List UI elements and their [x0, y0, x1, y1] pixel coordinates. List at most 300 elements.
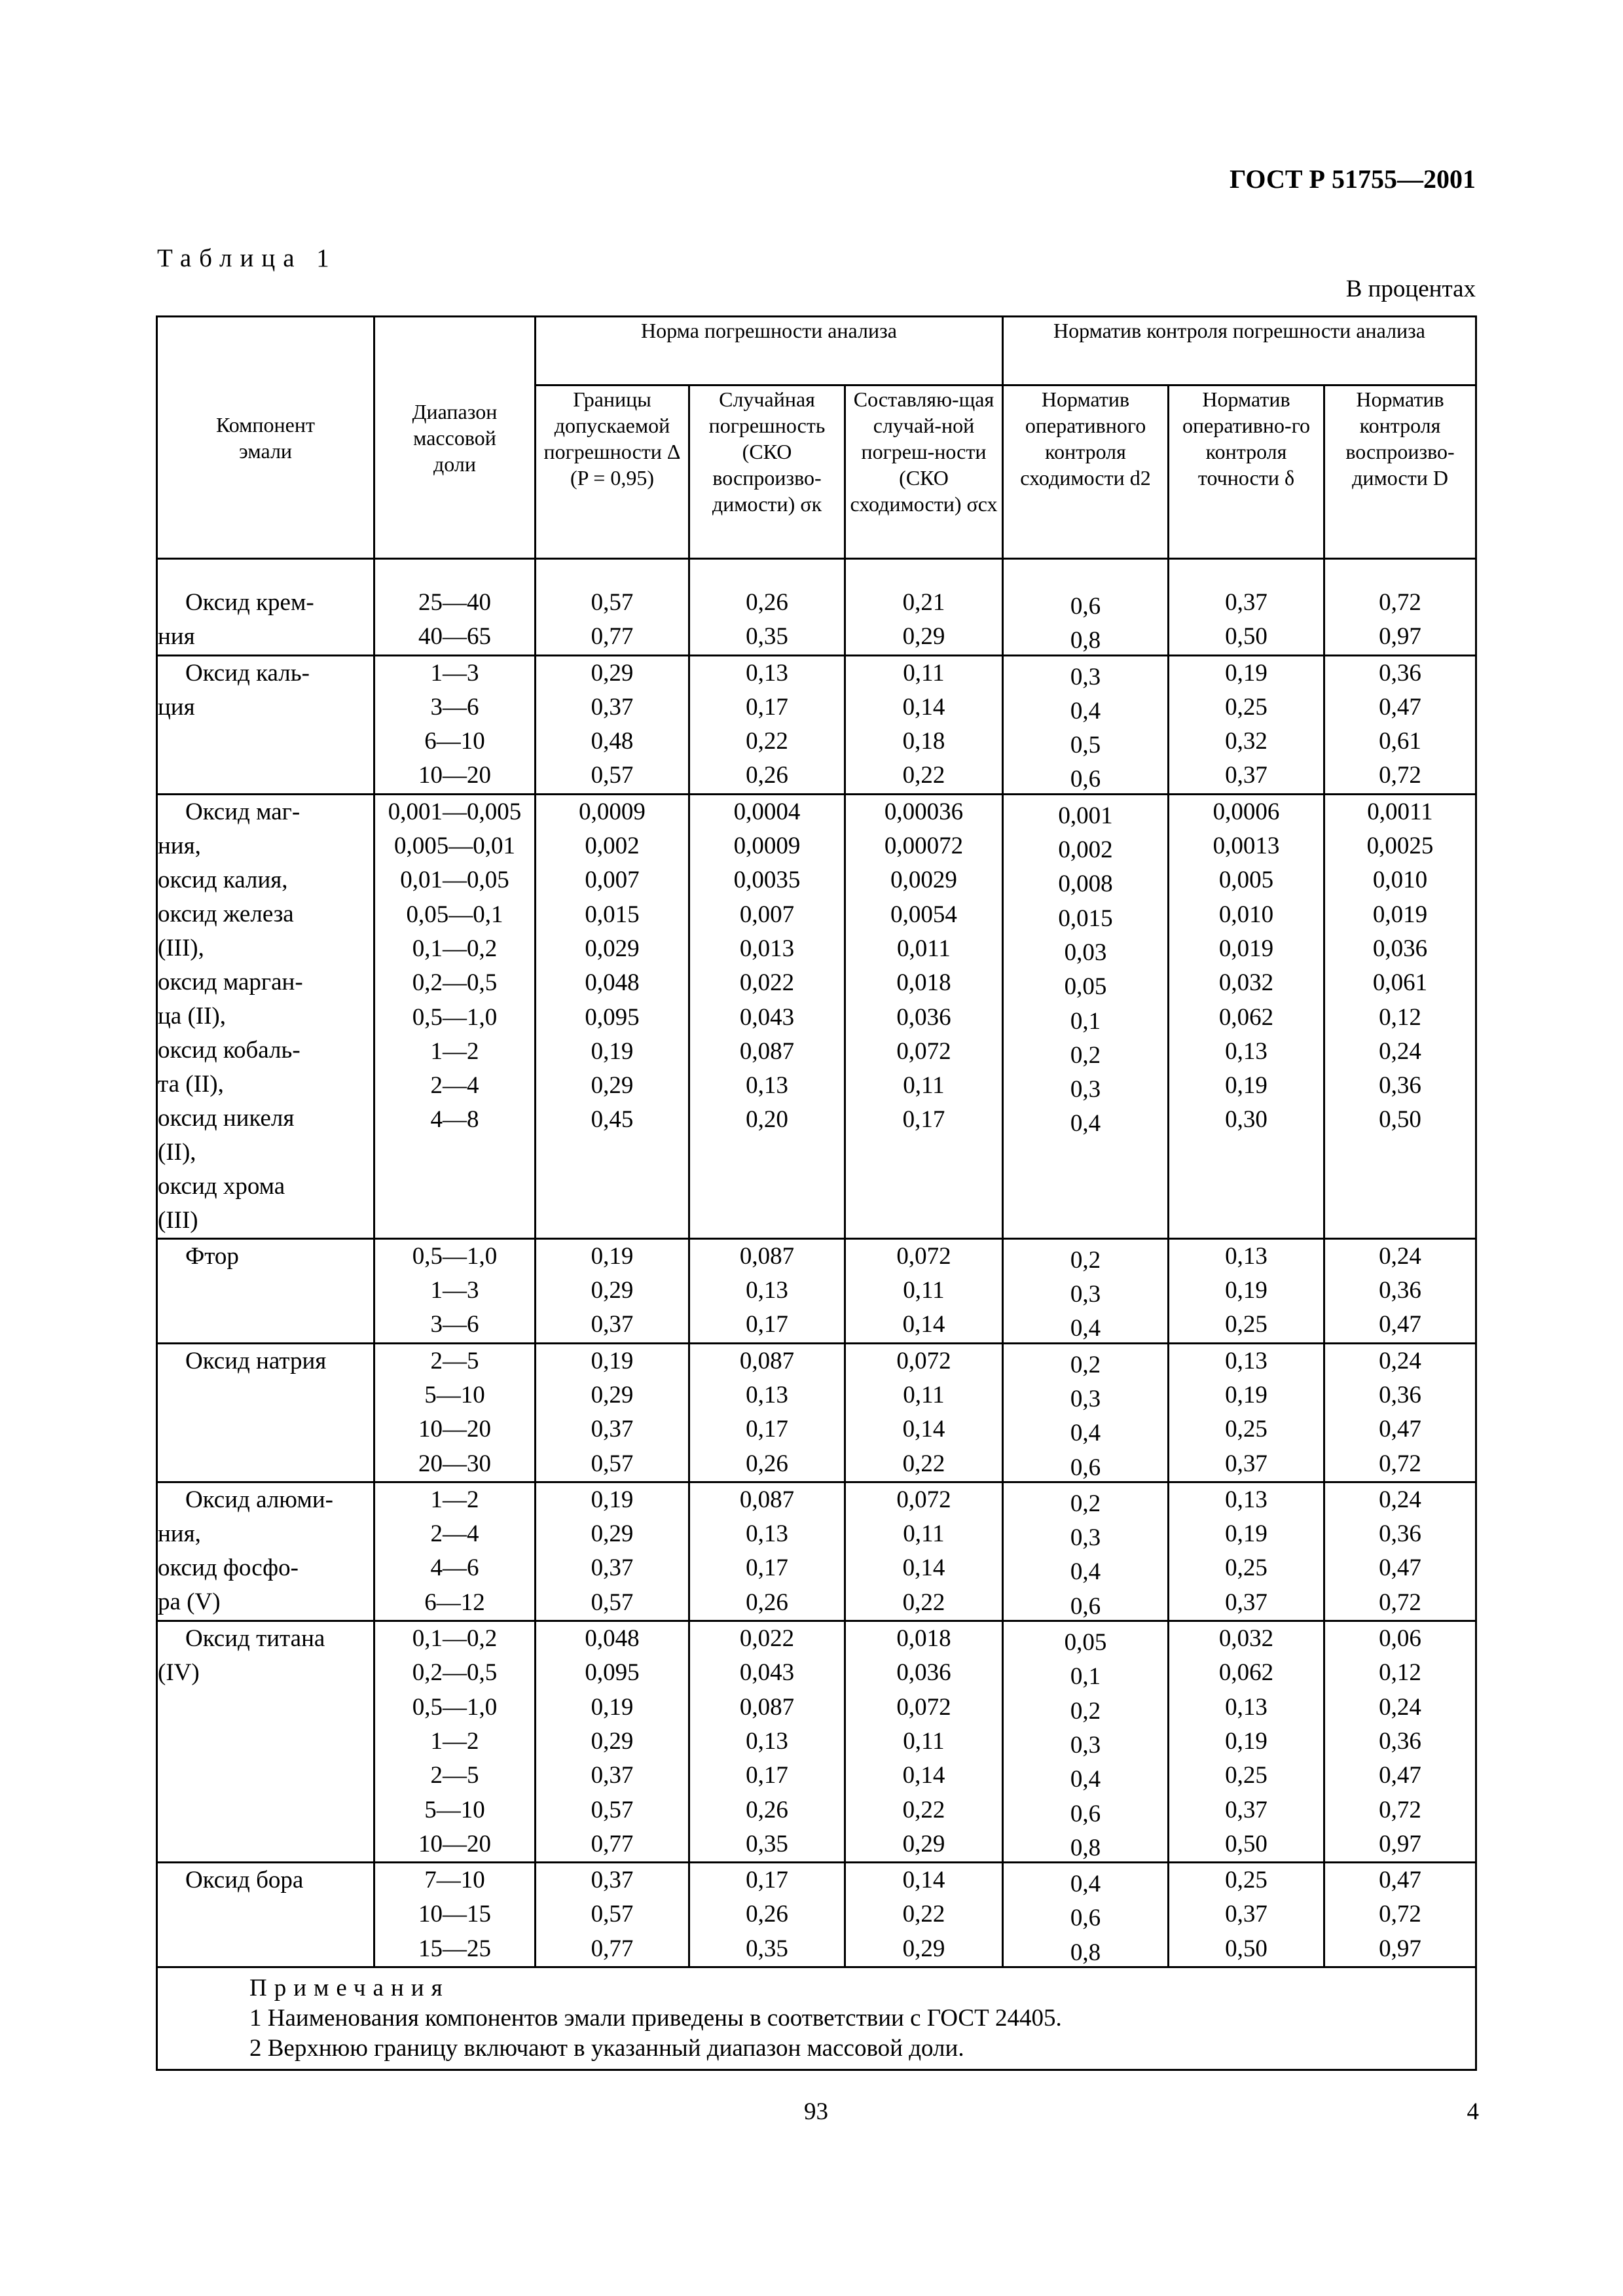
col-delta: Норматив оперативно-го контроля точности δ	[1169, 386, 1324, 559]
value-limits: 0,19	[591, 1037, 634, 1065]
value-D: 0,61	[1379, 728, 1421, 755]
value-delta: 0,19	[1225, 1727, 1267, 1755]
value-random: 0,17	[746, 1311, 788, 1338]
value-random: 0,17	[746, 1867, 788, 1894]
cell-component-err	[845, 1863, 1003, 1967]
cell-delta	[1169, 586, 1324, 655]
value-D: 0,24	[1379, 1693, 1421, 1721]
value-limits: 0,57	[591, 1796, 634, 1823]
value-delta: 0,30	[1225, 1106, 1267, 1134]
cell-D	[1324, 1343, 1476, 1482]
value-delta: 0,50	[1225, 1830, 1267, 1857]
value-random: 0,087	[739, 1347, 795, 1374]
value-limits: 0,095	[585, 1659, 640, 1687]
value-d2: 0,2	[1070, 1490, 1101, 1517]
cell-component-err	[845, 1482, 1003, 1621]
value-limits: 0,19	[591, 1486, 634, 1513]
cell-range	[374, 1343, 536, 1482]
cell-random	[689, 586, 845, 655]
value-range: 6—10	[424, 728, 485, 755]
col-component-err: Составляю-щая случай-ной погреш-ности (СКО сходимости) σсх	[845, 386, 1003, 559]
table-row	[157, 1621, 1476, 1863]
value-D: 0,50	[1379, 1106, 1421, 1134]
value-D: 0,24	[1379, 1037, 1421, 1065]
value-D: 0,72	[1379, 762, 1421, 789]
cell-component-err	[845, 794, 1003, 1238]
value-random: 0,13	[746, 1072, 788, 1100]
value-component-err: 0,14	[902, 693, 945, 721]
value-component-err: 0,22	[902, 1588, 945, 1616]
value-delta: 0,37	[1225, 589, 1267, 616]
value-random: 0,13	[746, 1277, 788, 1304]
component-line: Оксид крем-	[185, 589, 314, 616]
value-D: 0,47	[1379, 1867, 1421, 1894]
value-limits: 0,015	[585, 901, 640, 928]
value-d2: 0,3	[1070, 1385, 1101, 1412]
cell-D	[1324, 794, 1476, 1238]
value-limits: 0,048	[585, 969, 640, 997]
value-delta: 0,19	[1225, 1520, 1267, 1548]
value-component-err: 0,011	[897, 935, 951, 962]
value-component-err: 0,22	[902, 1901, 945, 1928]
cell-random	[689, 794, 845, 1238]
value-D: 0,24	[1379, 1242, 1421, 1270]
col-range: Диапазон массовой доли	[374, 317, 536, 559]
component-line: Оксид маг-	[185, 798, 301, 825]
component-line: (III),	[158, 934, 204, 961]
cell-d2	[1003, 1482, 1169, 1621]
table-label: Таблица 1	[157, 244, 337, 272]
value-d2: 0,1	[1070, 1663, 1101, 1691]
value-d2: 0,8	[1070, 1834, 1101, 1861]
value-range: 5—10	[424, 1796, 485, 1823]
value-delta: 0,005	[1218, 867, 1274, 894]
value-range: 0,005—0,01	[394, 833, 515, 860]
value-component-err: 0,072	[896, 1693, 951, 1721]
value-component-err: 0,14	[902, 1867, 945, 1894]
value-delta: 0,019	[1218, 935, 1274, 962]
value-random: 0,022	[739, 969, 795, 997]
value-d2: 0,2	[1070, 1351, 1101, 1378]
value-component-err: 0,00036	[884, 798, 964, 825]
value-component-err: 0,11	[903, 1520, 945, 1548]
component-line: (III)	[158, 1206, 198, 1234]
table-body	[157, 559, 1476, 1967]
col-D: Норматив контроля воспроизво-димости D	[1324, 386, 1476, 559]
cell-d2	[1003, 1343, 1169, 1482]
value-d2: 0,3	[1070, 1731, 1101, 1759]
value-random: 0,13	[746, 659, 788, 687]
component-line: (II),	[158, 1138, 196, 1166]
component-line: оксид кобаль-	[158, 1036, 301, 1064]
value-range: 20—30	[418, 1450, 491, 1477]
value-d2: 0,6	[1070, 1905, 1101, 1932]
value-limits: 0,29	[591, 1381, 634, 1408]
value-component-err: 0,18	[902, 728, 945, 755]
value-random: 0,087	[739, 1242, 795, 1270]
value-delta: 0,032	[1218, 969, 1274, 997]
value-D: 0,019	[1372, 901, 1428, 928]
value-random: 0,20	[746, 1106, 788, 1134]
value-D: 0,36	[1379, 1072, 1421, 1100]
value-D: 0,36	[1379, 1727, 1421, 1755]
value-D: 0,72	[1379, 1450, 1421, 1477]
value-range: 0,2—0,5	[412, 969, 498, 997]
table-row	[157, 655, 1476, 794]
value-D: 0,06	[1379, 1625, 1421, 1653]
value-limits: 0,77	[591, 1935, 634, 1962]
value-d2: 0,05	[1064, 1629, 1107, 1657]
value-random: 0,26	[746, 1588, 788, 1616]
col-d2: Норматив оперативного контроля сходимости d2	[1003, 386, 1169, 559]
cell-random	[689, 655, 845, 794]
value-random: 0,087	[739, 1486, 795, 1513]
value-range: 2—4	[430, 1072, 479, 1100]
value-range: 2—4	[430, 1520, 479, 1548]
cell-delta	[1169, 1482, 1324, 1621]
value-d2: 0,2	[1070, 1246, 1101, 1274]
value-component-err: 0,036	[896, 1659, 951, 1687]
value-D: 0,47	[1379, 1311, 1421, 1338]
component-line: Фтор	[185, 1242, 239, 1270]
value-range: 7—10	[424, 1867, 485, 1894]
value-delta: 0,032	[1218, 1625, 1274, 1653]
cell-D	[1324, 655, 1476, 794]
table-row	[157, 1863, 1476, 1967]
document-code: ГОСТ Р 51755—2001	[1229, 164, 1476, 194]
value-delta: 0,37	[1225, 762, 1267, 789]
value-component-err: 0,22	[902, 1796, 945, 1823]
value-delta: 0,0013	[1213, 833, 1280, 860]
cell-random	[689, 1621, 845, 1863]
value-random: 0,013	[739, 935, 795, 962]
value-limits: 0,29	[591, 659, 634, 687]
value-d2: 0,002	[1058, 836, 1113, 864]
value-range: 0,001—0,005	[388, 798, 522, 825]
cell-component-err	[845, 1621, 1003, 1863]
value-range: 0,5—1,0	[412, 1003, 498, 1031]
value-limits: 0,029	[585, 935, 640, 962]
cell-range	[374, 1238, 536, 1343]
value-D: 0,36	[1379, 659, 1421, 687]
value-limits: 0,77	[591, 1830, 634, 1857]
value-component-err: 0,14	[902, 1311, 945, 1338]
value-delta: 0,25	[1225, 1311, 1267, 1338]
value-D: 0,97	[1379, 1935, 1421, 1962]
value-delta: 0,062	[1218, 1659, 1274, 1687]
value-d2: 0,4	[1070, 1558, 1101, 1586]
value-range: 10—20	[418, 1830, 491, 1857]
cell-component-err	[845, 1343, 1003, 1482]
cell-random	[689, 1238, 845, 1343]
value-D: 0,24	[1379, 1347, 1421, 1374]
value-d2: 0,2	[1070, 1041, 1101, 1069]
table-row	[157, 1482, 1476, 1621]
value-d2: 0,4	[1070, 1766, 1101, 1793]
value-range: 40—65	[418, 623, 491, 651]
component-line: Оксид бора	[185, 1867, 304, 1894]
value-component-err: 0,29	[902, 1935, 945, 1962]
component-line: оксид хрома	[158, 1172, 285, 1200]
cell-range	[374, 655, 536, 794]
value-delta: 0,32	[1225, 728, 1267, 755]
value-D: 0,36	[1379, 1520, 1421, 1548]
cell-d2	[1003, 655, 1169, 794]
cell-random	[689, 1482, 845, 1621]
cell-limits	[536, 1621, 689, 1863]
component-line: ца (II),	[158, 1002, 227, 1030]
value-random: 0,17	[746, 1554, 788, 1582]
value-limits: 0,29	[591, 1277, 634, 1304]
value-d2: 0,008	[1058, 870, 1113, 898]
value-random: 0,22	[746, 728, 788, 755]
value-d2: 0,3	[1070, 1076, 1101, 1103]
value-range: 1—2	[430, 1486, 479, 1513]
value-random: 0,0035	[733, 867, 801, 894]
value-range: 5—10	[424, 1381, 485, 1408]
cell-limits	[536, 586, 689, 655]
table-row	[157, 794, 1476, 1238]
value-delta: 0,13	[1225, 1347, 1267, 1374]
value-limits: 0,37	[591, 1311, 634, 1338]
col-group-control: Норматив контроля погрешности анализа	[1003, 317, 1476, 386]
value-component-err: 0,018	[896, 969, 951, 997]
cell-D	[1324, 586, 1476, 655]
component-line: (IV)	[158, 1659, 200, 1687]
notes	[157, 1967, 1476, 2070]
value-limits: 0,57	[591, 762, 634, 789]
value-D: 0,0025	[1366, 833, 1434, 860]
value-limits: 0,19	[591, 1242, 634, 1270]
value-component-err: 0,22	[902, 762, 945, 789]
value-limits: 0,57	[591, 1450, 634, 1477]
value-D: 0,061	[1372, 969, 1428, 997]
value-range: 25—40	[418, 589, 491, 616]
value-delta: 0,37	[1225, 1450, 1267, 1477]
value-random: 0,022	[739, 1625, 795, 1653]
value-d2: 0,6	[1070, 1454, 1101, 1481]
value-limits: 0,29	[591, 1727, 634, 1755]
col-limits: Границы допускаемой погрешности Δ (P = 0,95)	[536, 386, 689, 559]
cell-delta	[1169, 1863, 1324, 1967]
cell-delta	[1169, 1238, 1324, 1343]
value-d2: 0,03	[1064, 939, 1107, 966]
value-range: 6—12	[424, 1588, 485, 1616]
value-delta: 0,25	[1225, 1416, 1267, 1443]
component-line: оксид фосфо-	[158, 1554, 299, 1581]
cell-range	[374, 1863, 536, 1967]
table-row	[157, 586, 1476, 655]
data-table	[156, 315, 1477, 2071]
component-cell	[157, 586, 374, 655]
value-random: 0,13	[746, 1381, 788, 1408]
value-D: 0,97	[1379, 1830, 1421, 1857]
cell-limits	[536, 794, 689, 1238]
value-delta: 0,062	[1218, 1003, 1274, 1031]
note-1: 1 Наименования компонентов эмали приведены в соответствии с ГОСТ 24405.	[249, 2005, 1062, 2032]
component-line: оксид никеля	[158, 1104, 295, 1132]
value-component-err: 0,11	[903, 1277, 945, 1304]
value-component-err: 0,0029	[890, 867, 957, 894]
value-component-err: 0,14	[902, 1762, 945, 1789]
value-range: 10—20	[418, 1416, 491, 1443]
component-cell	[157, 1238, 374, 1343]
sheet-number: 4	[1467, 2098, 1479, 2125]
value-d2: 0,05	[1064, 973, 1107, 1001]
value-delta: 0,13	[1225, 1242, 1267, 1270]
component-line: Оксид натрия	[185, 1347, 327, 1374]
value-range: 1—2	[430, 1037, 479, 1065]
component-line: ция	[158, 693, 195, 721]
value-d2: 0,8	[1070, 1939, 1101, 1966]
value-D: 0,47	[1379, 1762, 1421, 1789]
cell-range	[374, 1482, 536, 1621]
cell-d2	[1003, 586, 1169, 655]
value-D: 0,036	[1372, 935, 1428, 962]
value-delta: 0,19	[1225, 1381, 1267, 1408]
value-component-err: 0,0054	[890, 901, 957, 928]
value-limits: 0,57	[591, 1588, 634, 1616]
value-delta: 0,37	[1225, 1901, 1267, 1928]
component-cell	[157, 1863, 374, 1967]
value-d2: 0,6	[1070, 766, 1101, 793]
component-line: оксид железа	[158, 900, 294, 927]
component-line: оксид калия,	[158, 866, 288, 893]
value-random: 0,26	[746, 1450, 788, 1477]
value-random: 0,17	[746, 1416, 788, 1443]
value-range: 3—6	[430, 1311, 479, 1338]
cell-D	[1324, 1863, 1476, 1967]
component-cell	[157, 1343, 374, 1482]
value-delta: 0,19	[1225, 1072, 1267, 1100]
value-range: 10—15	[418, 1901, 491, 1928]
cell-D	[1324, 1238, 1476, 1343]
value-D: 0,72	[1379, 1901, 1421, 1928]
value-range: 4—8	[430, 1106, 479, 1134]
component-line: ния,	[158, 832, 201, 859]
value-random: 0,007	[739, 901, 795, 928]
value-range: 2—5	[430, 1347, 479, 1374]
value-delta: 0,37	[1225, 1588, 1267, 1616]
value-random: 0,043	[739, 1003, 795, 1031]
value-D: 0,010	[1372, 867, 1428, 894]
value-D: 0,0011	[1367, 798, 1433, 825]
value-d2: 0,8	[1070, 627, 1101, 655]
value-component-err: 0,17	[902, 1106, 945, 1134]
cell-limits	[536, 1482, 689, 1621]
cell-component-err	[845, 655, 1003, 794]
cell-D	[1324, 1621, 1476, 1863]
value-range: 4—6	[430, 1554, 479, 1582]
value-limits: 0,48	[591, 728, 634, 755]
value-D: 0,47	[1379, 1416, 1421, 1443]
value-range: 0,5—1,0	[412, 1242, 498, 1270]
cell-delta	[1169, 794, 1324, 1238]
value-D: 0,47	[1379, 693, 1421, 721]
value-d2: 0,5	[1070, 732, 1101, 759]
component-line: та (II),	[158, 1070, 224, 1098]
value-random: 0,087	[739, 1037, 795, 1065]
value-delta: 0,010	[1218, 901, 1274, 928]
value-D: 0,72	[1379, 589, 1421, 616]
value-component-err: 0,21	[902, 589, 945, 616]
cell-range	[374, 1621, 536, 1863]
value-D: 0,36	[1379, 1277, 1421, 1304]
value-random: 0,26	[746, 762, 788, 789]
table-row	[157, 1343, 1476, 1482]
value-random: 0,35	[746, 1830, 788, 1857]
cell-range	[374, 586, 536, 655]
value-d2: 0,6	[1070, 1592, 1101, 1620]
component-line: ра (V)	[158, 1588, 221, 1615]
value-range: 0,1—0,2	[412, 1625, 498, 1653]
cell-limits	[536, 1343, 689, 1482]
value-random: 0,087	[739, 1693, 795, 1721]
cell-random	[689, 1343, 845, 1482]
value-component-err: 0,018	[896, 1625, 951, 1653]
value-range: 0,05—0,1	[406, 901, 503, 928]
cell-d2	[1003, 1238, 1169, 1343]
value-delta: 0,25	[1225, 1554, 1267, 1582]
value-delta: 0,25	[1225, 1867, 1267, 1894]
value-range: 1—3	[430, 1277, 479, 1304]
value-delta: 0,50	[1225, 1935, 1267, 1962]
component-line: ния,	[158, 1520, 201, 1547]
cell-d2	[1003, 794, 1169, 1238]
value-limits: 0,37	[591, 1762, 634, 1789]
value-component-err: 0,29	[902, 623, 945, 651]
notes-title: Примечания	[249, 1975, 450, 2002]
value-range: 0,01—0,05	[400, 867, 509, 894]
value-D: 0,24	[1379, 1486, 1421, 1513]
component-line: ния	[158, 623, 195, 650]
value-limits: 0,29	[591, 1072, 634, 1100]
value-component-err: 0,072	[896, 1037, 951, 1065]
value-d2: 0,4	[1070, 1110, 1101, 1138]
value-limits: 0,57	[591, 589, 634, 616]
value-D: 0,12	[1379, 1659, 1421, 1687]
value-limits: 0,57	[591, 1901, 634, 1928]
value-D: 0,72	[1379, 1796, 1421, 1823]
value-d2: 0,3	[1070, 1281, 1101, 1308]
value-random: 0,17	[746, 693, 788, 721]
value-limits: 0,45	[591, 1106, 634, 1134]
value-range: 1—3	[430, 659, 479, 687]
component-cell	[157, 1621, 374, 1863]
value-component-err: 0,11	[903, 1072, 945, 1100]
value-delta: 0,50	[1225, 623, 1267, 651]
value-d2: 0,2	[1070, 1697, 1101, 1725]
value-D: 0,72	[1379, 1588, 1421, 1616]
value-d2: 0,4	[1070, 697, 1101, 725]
value-d2: 0,6	[1070, 593, 1101, 620]
value-range: 0,2—0,5	[412, 1659, 498, 1687]
value-limits: 0,77	[591, 623, 634, 651]
cell-random	[689, 1863, 845, 1967]
cell-component-err	[845, 1238, 1003, 1343]
cell-D	[1324, 1482, 1476, 1621]
value-range: 15—25	[418, 1935, 491, 1962]
value-delta: 0,13	[1225, 1037, 1267, 1065]
value-component-err: 0,11	[903, 659, 945, 687]
value-limits: 0,095	[585, 1003, 640, 1031]
value-range: 2—5	[430, 1762, 479, 1789]
value-d2: 0,4	[1070, 1315, 1101, 1342]
value-component-err: 0,14	[902, 1416, 945, 1443]
page-number: 93	[804, 2098, 828, 2125]
value-component-err: 0,072	[896, 1486, 951, 1513]
value-component-err: 0,14	[902, 1554, 945, 1582]
